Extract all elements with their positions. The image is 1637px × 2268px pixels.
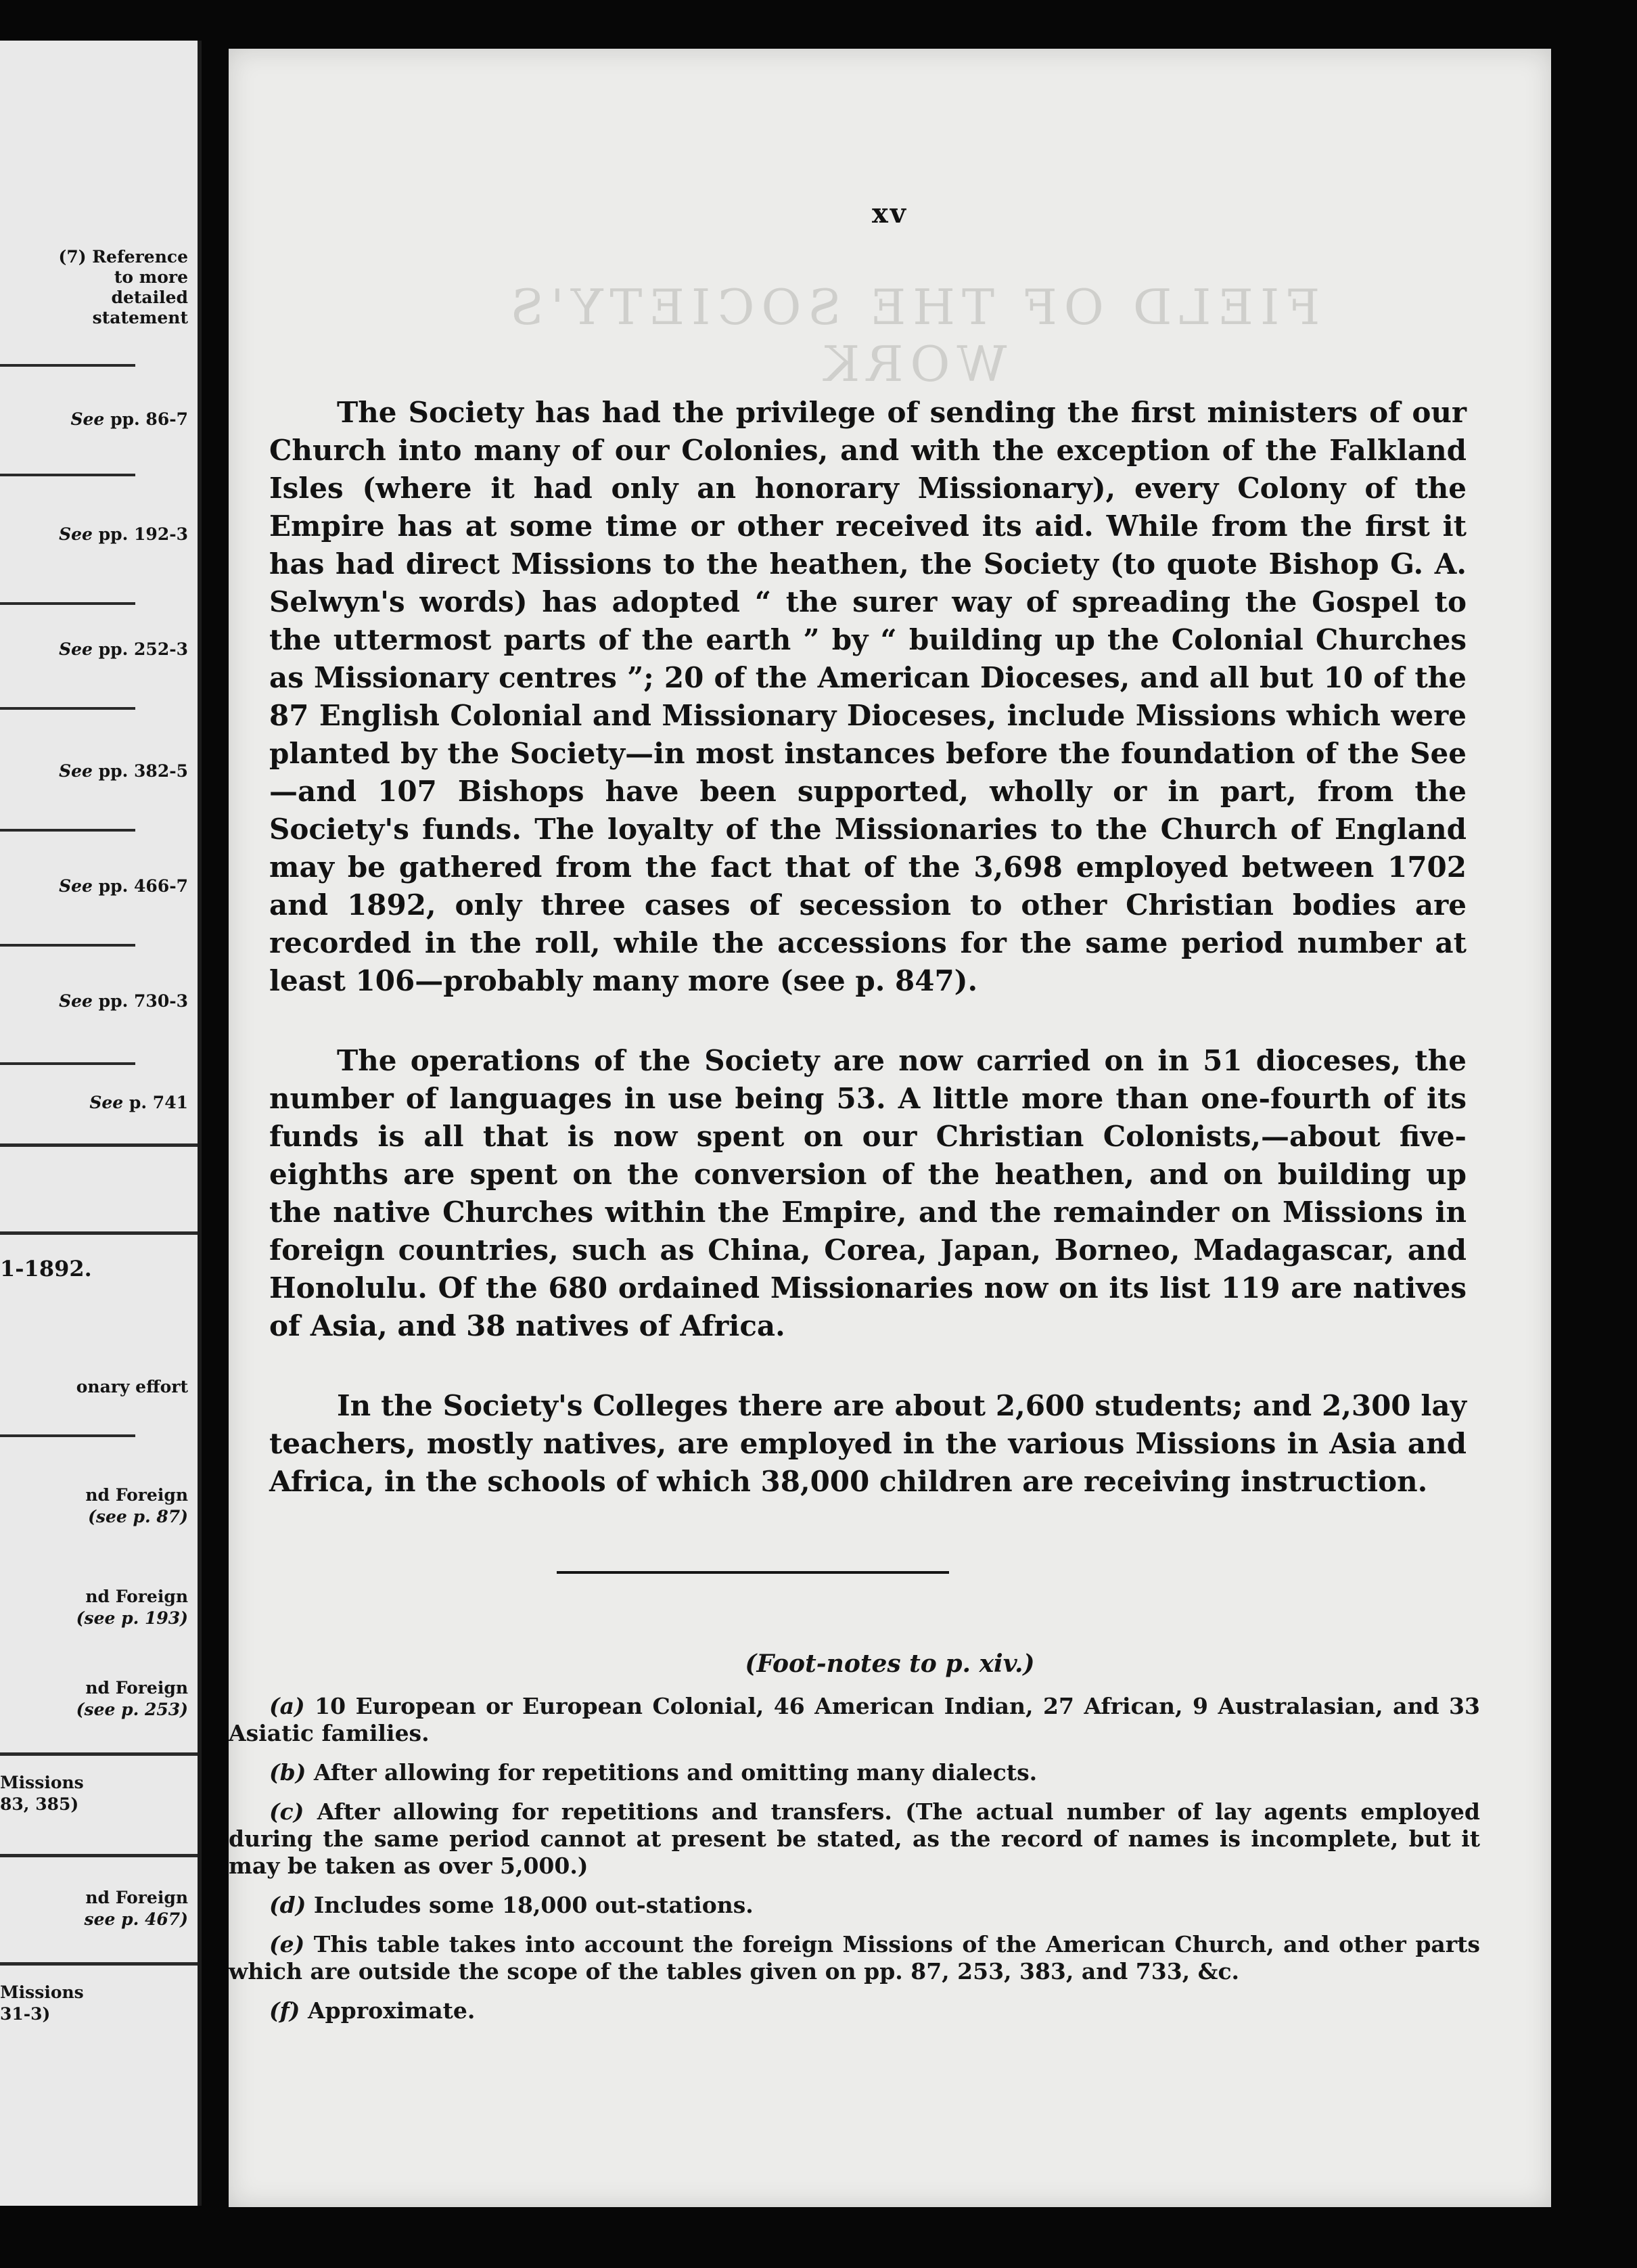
margin-reference: See p. 741 <box>89 1093 188 1112</box>
margin-divider <box>0 944 135 947</box>
bleed-through-title: FIELD OF THE SOCIETY'S WORK <box>503 279 1320 392</box>
margin-fragment: 83, 385) <box>0 1794 79 1814</box>
reference-column-header: (7) Reference to more detailed statement <box>58 247 188 327</box>
margin-divider <box>0 474 135 476</box>
footnote: (b) After allowing for repetitions and omitting many dialects. <box>269 1759 1038 1786</box>
margin-reference: See pp. 252-3 <box>59 639 188 659</box>
footnote: (a) 10 European or European Colonial, 46 American Indian, 27 African, 9 Australasian, and 33 Asiatic families. <box>229 1693 1480 1746</box>
margin-fragment: 31-3) <box>0 2004 51 2024</box>
margin-divider <box>0 602 135 605</box>
margin-year-heading: 1-1892. <box>0 1256 92 1282</box>
margin-divider <box>0 1143 198 1147</box>
section-rule <box>557 1571 949 1574</box>
margin-reference: See pp. 382-5 <box>59 761 188 781</box>
margin-reference: See pp. 86-7 <box>70 409 188 429</box>
margin-divider <box>0 364 135 367</box>
facing-page-edge <box>0 41 202 2206</box>
book-page <box>229 49 1551 2207</box>
margin-fragment: nd Foreign <box>85 1888 188 1907</box>
paragraph: The operations of the Society are now carried on in 51 dioceses, the number of languages in use being 53. A little more than one-fourth of its funds is all that is now spent on our Christian Colonists,—about five-eighths are spent on the conversion of the heathen, and on building up the native Churches within the Empire, and the remainder on Missions in foreign countries, such as China, Corea, Japan, Borneo, Madagascar, and Honolulu. Of the 680 ordained Missionaries now on its list 119 are natives of Asia, and 38 natives of Africa. <box>269 1044 1467 1342</box>
footnote: (c) After allowing for repetitions and transfers. (The actual number of lay agents employed during the same period cannot at present be stated, as the record of names is incomplete, but it may be taken as over 5,000.) <box>229 1798 1480 1879</box>
margin-fragment: nd Foreign <box>85 1678 188 1698</box>
margin-divider <box>0 707 135 710</box>
margin-fragment: (see p. 253) <box>76 1700 188 1719</box>
margin-fragment: (see p. 193) <box>76 1608 188 1628</box>
margin-fragment: onary effort <box>76 1377 188 1397</box>
page-number: xv <box>871 198 908 229</box>
margin-fragment: see p. 467) <box>84 1909 188 1929</box>
footnote: (f) Approximate. <box>269 1997 476 2024</box>
footnote: (d) Includes some 18,000 out-stations. <box>269 1892 754 1918</box>
main-text <box>269 394 1467 1501</box>
footnotes <box>229 1693 1480 2037</box>
margin-fragment: Missions <box>0 1982 84 2002</box>
margin-divider <box>0 1434 135 1437</box>
margin-divider <box>0 1752 198 1756</box>
margin-divider <box>0 829 135 832</box>
footnote: (e) This table takes into account the foreign Missions of the American Church, and other parts which are outside the scope of the tables given on pp. 87, 253, 383, and 733, &c. <box>229 1931 1480 1984</box>
footnotes-heading: (Foot-notes to p. xiv.) <box>745 1650 1035 1678</box>
margin-reference: See pp. 192-3 <box>59 524 188 544</box>
margin-fragment: nd Foreign <box>85 1587 188 1606</box>
margin-divider <box>0 1962 198 1966</box>
margin-fragment: Missions <box>0 1773 84 1792</box>
margin-fragment: (see p. 87) <box>88 1507 188 1526</box>
paragraph: In the Society's Colleges there are about 2,600 students; and 2,300 lay teachers, mostly natives, are employed in the various Missions in Asia and Africa, in the schools of which 38,000 children are receiving instruction. <box>269 1389 1467 1498</box>
margin-fragment: nd Foreign <box>85 1485 188 1505</box>
margin-divider <box>0 1062 135 1065</box>
margin-reference: See pp. 466-7 <box>59 876 188 896</box>
margin-divider <box>0 1231 198 1235</box>
margin-divider <box>0 1854 198 1857</box>
margin-reference: See pp. 730-3 <box>59 991 188 1011</box>
paragraph: The Society has had the privilege of sending the first ministers of our Church into many of our Colonies, and with the exception of the Falkland Isles (where it had only an honorary Missionary), every Colony of the Empire has at some time or other received its aid. While from the first it has had direct Missions to the heathen, the Society (to quote Bishop G. A. Selwyn's words) has adopted “ the surer way of spreading the Gospel to the uttermost parts of the earth ” by “ building up the Colonial Churches as Missionary centres ”; 20 of the American Dioceses, and all but 10 of the 87 English Colonial and Missionary Dioceses, include Missions which were planted by the Society—in most instances before the foundation of the See—and 107 Bishops have been supported, wholly or in part, from the Society's funds. The loyalty of the Missionaries to the Church of England may be gathered from the fact that of the 3,698 employed between 1702 and 1892, only three cases of secession to other Christian bodies are recorded in the roll, while the accessions for the same period number at least 106—probably many more (see p. 847). <box>269 396 1467 997</box>
